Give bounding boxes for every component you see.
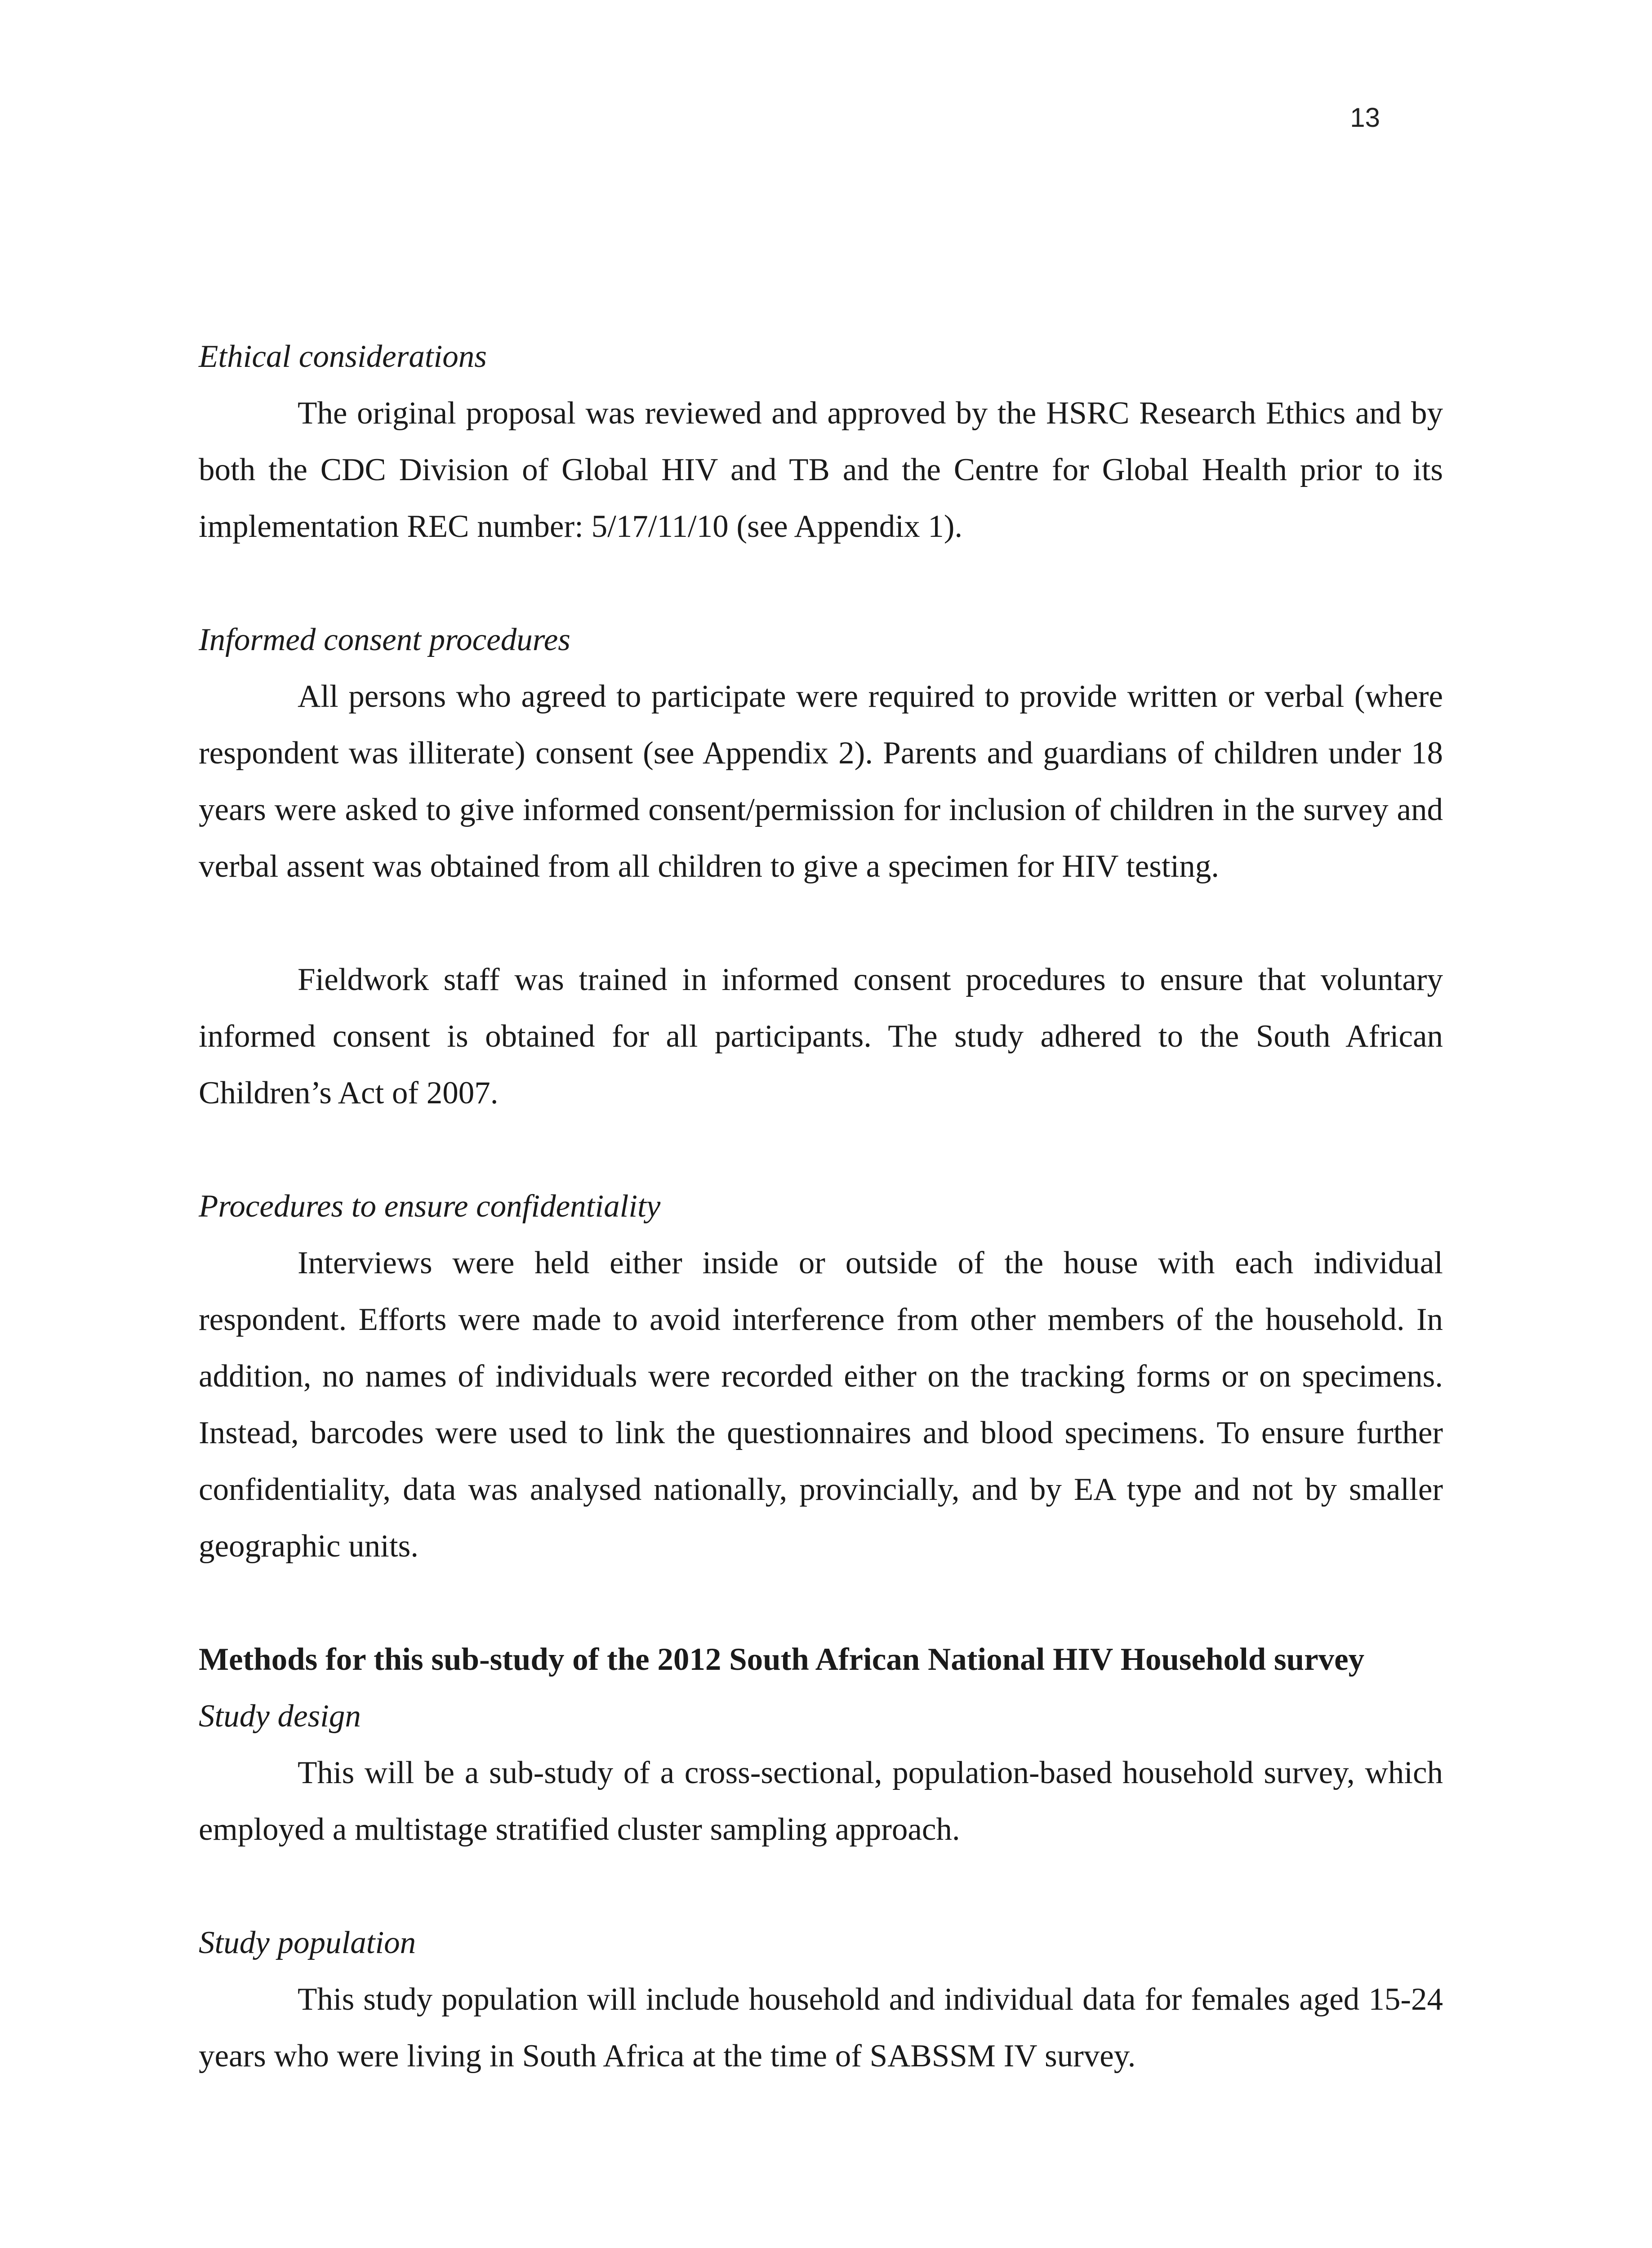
study-population-heading: Study population xyxy=(199,1925,416,1960)
section-spacer xyxy=(199,555,1443,611)
page-content xyxy=(199,328,1443,2084)
confidentiality-paragraph: Interviews were held either inside or outside of the house with each individual respondent. Efforts were made to avoid interference from other members of the household. In addition, no names of individuals were recorded either on the tracking forms or on specimens. Instead, barcodes were used to link the questionnaires and blood specimens. To ensure further confidentiality, data was analysed nationally, provincially, and by EA type and not by smaller geographic units. xyxy=(199,1245,1443,1564)
informed-consent-paragraph-1: All persons who agreed to participate were required to provide written or verbal (where respondent was illiterate) consent (see Appendix 2). Parents and guardians of children under 18 years were asked to give informed consent/permission for inclusion of children in the survey and verbal assent was obtained from all children to give a specimen for HIV testing. xyxy=(199,679,1443,884)
ethical-considerations-paragraph: The original proposal was reviewed and approved by the HSRC Research Ethics and by both the CDC Division of Global HIV and TB and the Centre for Global Health prior to its implementation REC number: 5/17/11/10 (see Appendix 1). xyxy=(199,396,1443,544)
page-number: 13 xyxy=(1350,103,1380,133)
section-spacer xyxy=(199,1121,1443,1178)
informed-consent-paragraph-2: Fieldwork staff was trained in informed consent procedures to ensure that voluntary informed consent is obtained for all participants. The study adhered to the South African Children’s Act of 2007. xyxy=(199,962,1443,1111)
study-design-paragraph: This will be a sub-study of a cross-sectional, population-based household survey, which employed a multistage stratified cluster sampling approach. xyxy=(199,1755,1443,1847)
section-spacer xyxy=(199,1858,1443,1914)
study-population-paragraph: This study population will include household and individual data for females aged 15-24 years who were living in South Africa at the time of SABSSM IV survey. xyxy=(199,1982,1443,2074)
section-spacer xyxy=(199,895,1443,951)
study-design-heading: Study design xyxy=(199,1699,361,1734)
ethical-considerations-heading: Ethical considerations xyxy=(199,339,487,374)
confidentiality-heading: Procedures to ensure confidentiality xyxy=(199,1189,661,1224)
informed-consent-heading: Informed consent procedures xyxy=(199,622,570,657)
section-spacer xyxy=(199,1574,1443,1631)
methods-heading: Methods for this sub-study of the 2012 South African National HIV Household survey xyxy=(199,1642,1365,1677)
